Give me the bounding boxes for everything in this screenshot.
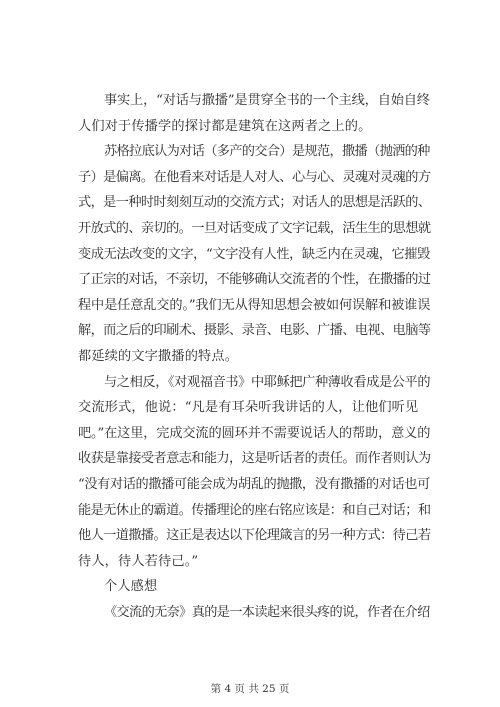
document-body bbox=[78, 88, 430, 625]
paragraph-5 bbox=[78, 600, 430, 626]
paragraph-line: 交流形式，他说：“凡是有耳朵听我讲话的人，让他们听见 bbox=[78, 400, 419, 416]
paragraph-line: 与之相反，《对观福音书》中耶稣把广种薄收看成是公平的 bbox=[104, 374, 431, 390]
paragraph-3 bbox=[78, 370, 430, 575]
paragraph-line: 解，而之后的印刷术、摄影、录音、电影、广播、电视、电脑等 bbox=[78, 323, 431, 339]
paragraph-line: 变成无法改变的文字，“文字没有人性，缺乏内在灵魂，它摧毁 bbox=[78, 246, 430, 262]
paragraph-1 bbox=[78, 88, 430, 139]
paragraph-line: 事实上，“对话与撒播”是贯穿全书的一个主线，自始自终 bbox=[104, 93, 430, 108]
paragraph-line: 能是无休止的霸道。传播理论的座右铭应该是：和自己对话；和 bbox=[78, 502, 431, 518]
paragraph-line: 子）是偏离。在他看来对话是人对人、心与心、灵魂对灵魂的方 bbox=[78, 169, 431, 185]
paragraph-line: “没有对话的撒播可能会成为胡乱的抛撒，没有撒播的对话也可 bbox=[78, 476, 430, 492]
paragraph-line: 他人一道撒播。这正是表达以下伦理箴言的另一种方式：待己若 bbox=[78, 528, 431, 544]
section-heading: 个人感想 bbox=[104, 579, 158, 595]
paragraph-line: 式，是一种时时刻刻互动的交流方式；对话人的思想是活跃的、 bbox=[78, 195, 431, 211]
paragraph-line: 《交流的无奈》真的是一本读起来很头疼的说，作者在介绍 bbox=[104, 604, 430, 620]
paragraph-line: 待人，待人若待己。” bbox=[78, 553, 199, 569]
paragraph-line: 吧。”在这里，完成交流的圆环并不需要说话人的帮助，意义的 bbox=[78, 425, 431, 441]
paragraph-line: 程中是任意乱交的。”我们无从得知思想会被如何误解和被谁误 bbox=[78, 297, 431, 313]
paragraph-line: 了正宗的对话，不亲切，不能够确认交流者的个性，在撒播的过 bbox=[78, 272, 431, 288]
page-footer: 第 4 页 共 25 页 bbox=[210, 683, 290, 695]
paragraph-line: 收获是靠接受者意志和能力，这是听话者的责任。而作者则认为 bbox=[78, 451, 431, 467]
section-heading-personal-thoughts bbox=[78, 574, 430, 600]
paragraph-line: 开放式的、亲切的。一旦对话变成了文字记载，活生生的思想就 bbox=[78, 220, 431, 236]
paragraph-2 bbox=[78, 139, 430, 369]
paragraph-line: 苏格拉底认为对话（多产的交合）是规范，撒播（抛洒的种 bbox=[104, 144, 430, 160]
paragraph-line: 人们对于传播学的探讨都是建筑在这两者之上的。 bbox=[78, 118, 372, 134]
paragraph-line: 都延续的文字撒播的特点。 bbox=[78, 348, 239, 364]
